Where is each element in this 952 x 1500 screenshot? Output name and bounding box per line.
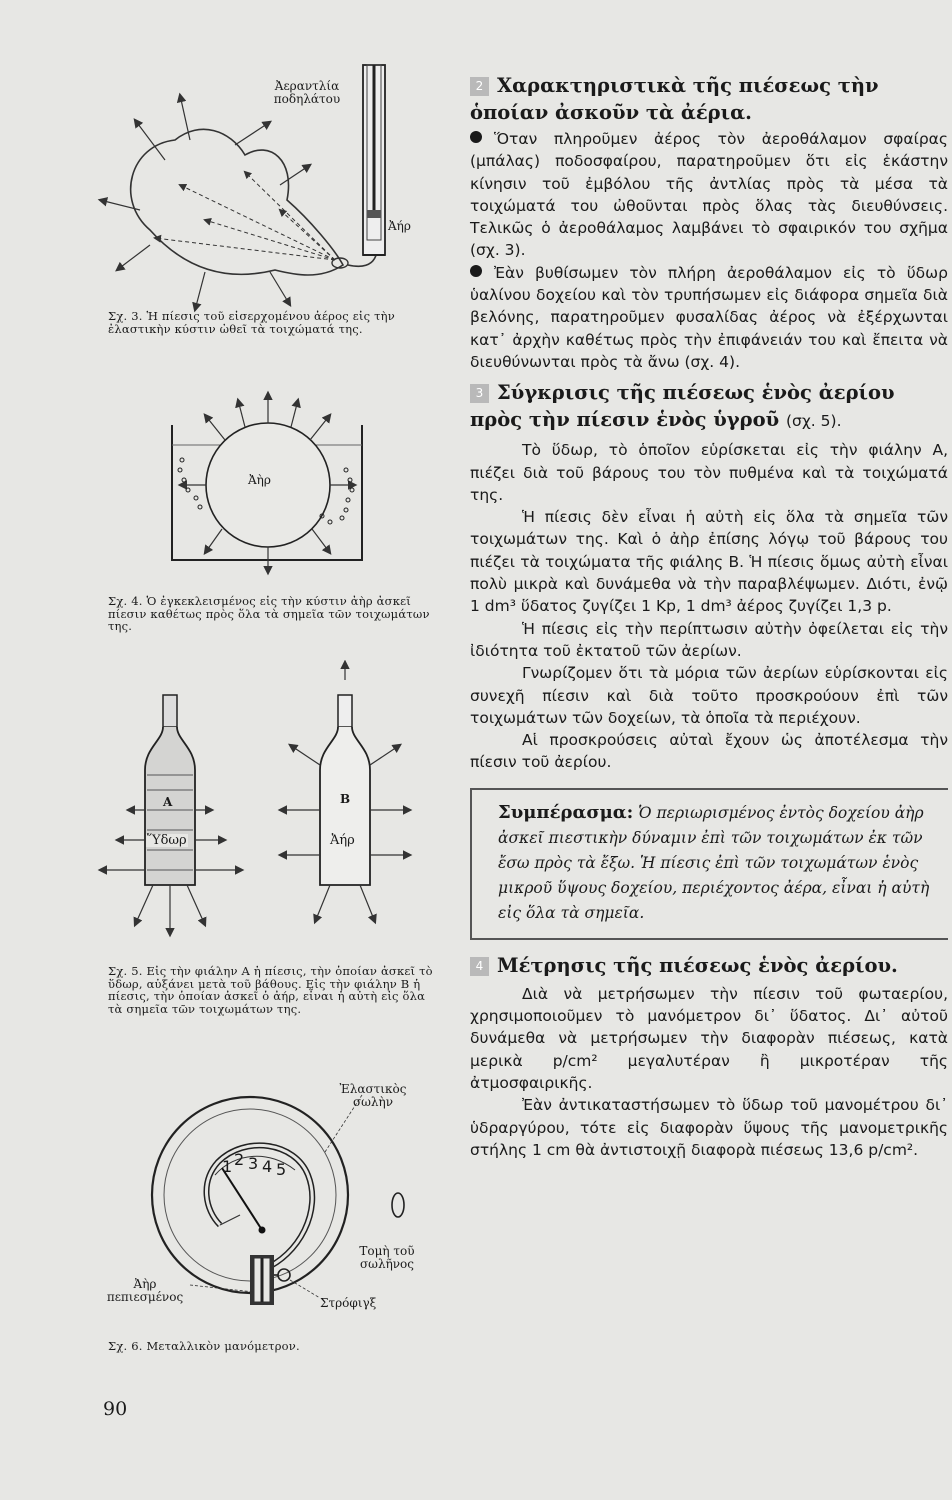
figure-5-drawing [95,660,455,945]
fig5-bottle-b-label: Β [340,792,351,806]
fig4-air-label: Ἀὴρ [248,473,271,487]
section-3-paragraph-1: Τὸ ὕδωρ, τὸ ὁποῖον εὑρίσκεται εἰς τὴν φιάλην Α, πιέζει διὰ τοῦ βάρους του τὸν πυθμένα καὶ τὰ τοιχώματά της. [470,441,948,504]
section-2-paragraph-2: Ἐὰν βυθίσωμεν τὸν πλήρη ἀεροθάλαμον εἰς τὸ ὕδωρ ὑαλίνου δοχείου καὶ τὸν τρυπήσωμεν εἰς διάφορα σημεῖα διὰ βελόνης, παρατηροῦμεν φυσαλίδας ἀέρος νὰ ἐξέρχωνται κατ᾽ ἀρχὴν καθέτως πρὸς τὴν ἐπιφάνειάν του καὶ ἔπειτα νὰ διευθύνωνται πρὸς τὰ ἄνω (σχ. 4). [470,263,948,371]
section-3-title: Σύγκρισις τῆς πιέσεως ἑνὸς ἀερίου πρὸς τὴν πίεσιν ἑνὸς ὑγροῦ [470,381,895,432]
fig3-pump-label: Ἀεραντλία ποδηλάτου [273,79,341,106]
bullet-icon [470,265,482,277]
section-2-number: 2 [470,77,489,96]
section-4-heading [470,952,948,979]
fig6-tube-label: Ἐλαστικὸς σωλὴν [339,1082,407,1109]
conclusion-label: Συμπέρασμα: [498,801,634,823]
dial-number-3: 3 [248,1154,259,1173]
fig6-tap-label: Στρόφιγξ [320,1296,377,1310]
figure-6-manometer [150,1080,450,1320]
section-3-paragraph-4: Γνωρίζομεν ὅτι τὰ μόρια τῶν ἀερίων εὑρίσκονται εἰς συνεχῆ πίεσιν καὶ διὰ τοῦτο προσκρούουν ἐπὶ τῶν τοιχωμάτων τῶν δοχείων, τὰ ὁποῖα τὰ περιέχουν. [470,664,948,727]
section-2-heading [470,72,948,126]
fig5-caption: Σχ. 5. Εἰς τὴν φιάλην Α ἡ πίεσις, τὴν ὁποίαν ἀσκεῖ τὸ ὕδωρ, αὐξάνει μετὰ τοῦ βάθους. Εἰς τὴν φιάλην Β ἡ πίεσις, τὴν ὁποίαν ἀσκεῖ ὁ ἀήρ, εἶναι ἡ αὐτὴ εἰς ὅλα τὰ σημεῖα τῶν τοιχωμάτων της. [108,964,433,1016]
section-4-number: 4 [470,957,489,976]
section-4-paragraph-2: Ἐὰν ἀντικαταστήσωμεν τὸ ὕδωρ τοῦ μανομέτρου δι᾽ ὑδραργύρου, τότε εἰς διαφορὰν ὕψους τῆς μανομετρικῆς στήλης 1 cm θὰ ἀντιστοιχῇ διαφορὰ πιέσεως 13,6 p/cm². [470,1096,948,1159]
section-2-title: Χαρακτηριστικὰ τῆς πιέσεως τὴν ὁποίαν ἀσκοῦν τὰ ἀέρια. [470,74,879,124]
fig5-bottle-a-label: Α [163,795,173,809]
section-3-title-suffix: (σχ. 5). [785,412,842,431]
figure-5-bottles [95,660,455,945]
fig5-air-label: Ἀήρ [330,833,355,848]
fig5-water-label: Ὕδωρ [147,833,187,848]
fig6-caption: Σχ. 6. Μεταλλικὸν μανόμετρον. [108,1339,300,1353]
page-number: 90 [103,1398,128,1420]
dial-number-2: 2 [234,1150,245,1169]
section-4-title: Μέτρησις τῆς πιέσεως ἑνὸς ἀερίου. [497,953,898,977]
section-3-heading [470,379,948,435]
dial-number-5: 5 [276,1160,287,1179]
fig6-section-label: Τομὴ τοῦ σωλῆνος [359,1244,415,1271]
fig3-air-label: Ἀήρ [388,219,411,233]
section-3-paragraph-2: Ἡ πίεσις δὲν εἶναι ἡ αὐτὴ εἰς ὅλα τὰ σημεῖα τῶν τοιχωμάτων της. Καὶ ὁ ἀὴρ ἐπίσης λόγῳ τοῦ βάρους του πιέζει τὰ τοιχώματα τῆς φιάλης Β. Ἡ πίεσις ὅμως αὐτὴ εἶναι πολὺ μικρὰ καὶ δυνάμεθα νὰ τὴν παραβλέψωμεν. Διότι, ἐνῷ 1 dm³ ὕδατος ζυγίζει 1 Kp, 1 dm³ ἀέρος ζυγίζει 1,3 p. [470,508,948,616]
fig4-caption: Σχ. 4. Ὁ ἐγκεκλεισμένος εἰς τὴν κύστιν ἀὴρ ἀσκεῖ πίεσιν καθέτως πρὸς ὅλα τὰ σημεῖα τῶν τοιχωμάτων της. [108,594,430,633]
fig3-caption: Σχ. 3. Ἡ πίεσις τοῦ εἰσερχομένου ἀέρος εἰς τὴν ἐλαστικὴν κύστιν ὠθεῖ τὰ τοιχώματά της. [108,309,395,336]
fig6-pressurized-air-label: Ἀὴρ πεπιεσμένος [106,1277,184,1304]
conclusion-box [470,788,948,940]
section-2-paragraph-1: Ὅταν πληροῦμεν ἀέρος τὸν ἀεροθάλαμον σφαίρας (μπάλας) ποδοσφαίρου, παρατηροῦμεν ὅτι εἰς ἑκάστην κίνησιν τοῦ ἐμβόλου τῆς ἀντλίας πρὸς τὰ μέσα τὰ τοιχώματά του ὠθοῦνται πρὸς ὅλας τὰς διευθύνσεις. Τελικῶς ὁ ἀεροθάλαμος λαμβάνει τὸ σφαιρικόν του σχῆμα (σχ. 3). [470,130,948,260]
section-4-paragraph-1: Διὰ νὰ μετρήσωμεν τὴν πίεσιν τοῦ φωταερίου, χρησιμοποιοῦμεν τὸ μανόμετρον δι᾽ ὕδατος. Δι᾽ αὐτοῦ δυνάμεθα νὰ μετρήσωμεν τὴν διαφορὰν πιέσεως, κατὰ μερικὰ p/cm² μεγαλυτέραν ἢ μικροτέραν τῆς ἀτμοσφαιρικῆς. [470,984,948,1092]
section-3-paragraph-5: Αἱ προσκρούσεις αὐταὶ ἔχουν ὡς ἀποτέλεσμα τὴν πίεσιν τοῦ ἀερίου. [470,731,948,772]
section-3-paragraph-3: Ἡ πίεσις εἰς τὴν περίπτωσιν αὐτὴν ὀφείλεται εἰς τὴν ἰδιότητα τοῦ ἐκτατοῦ τῶν ἀερίων. [470,619,948,660]
section-3-number: 3 [470,384,489,403]
conclusion-text: Ὁ περιωρισμένος ἐντὸς δοχείου ἀὴρ ἀσκεῖ πιεστικὴν δύναμιν ἐπὶ τῶν τοιχωμάτων ἐκ τῶν ἔσω πρὸς τὰ ἔξω. Ἡ πίεσις ἐπὶ τῶν τοιχωμάτων ἑνὸς μικροῦ ὕψους δοχείου, περιέχοντος ἀέρα, εἶναι ἡ αὐτὴ εἰς ὅλα τὰ σημεῖα. [498,803,930,922]
dial-number-4: 4 [262,1157,273,1176]
bullet-icon [470,131,482,143]
dial-number-1: 1 [222,1157,233,1176]
main-text-column [470,72,948,1161]
figure-6-drawing [150,1080,450,1320]
